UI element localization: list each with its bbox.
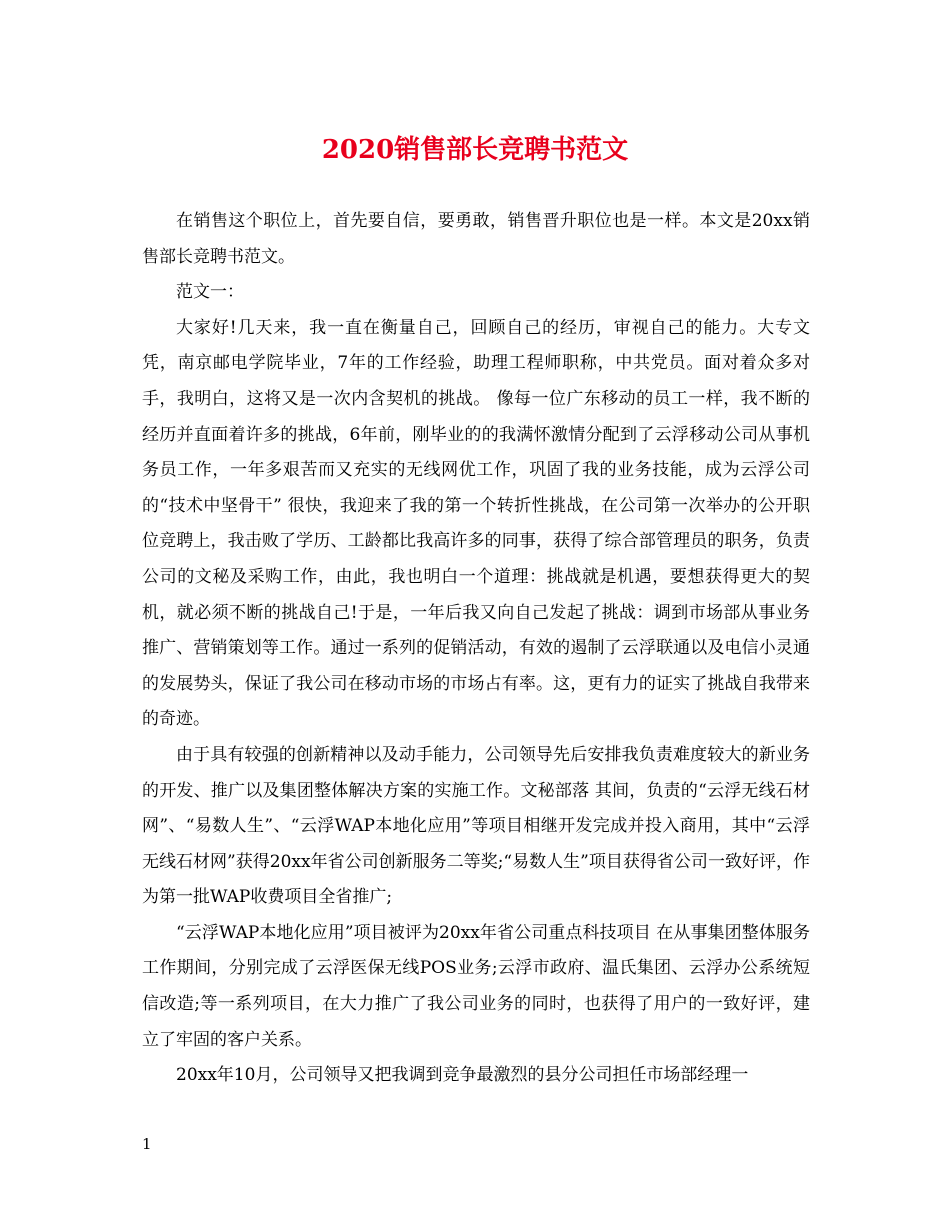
paragraph-experience: 大家好!几天来，我一直在衡量自己，回顾自己的经历，审视自己的能力。大专文凭，南京邮电学院毕业，7年的工作经验，助理工程师职称，中共党员。面对着众多对手，我明白，这将又是一次内含契机的挑战。 像每一位广东移动的员工一样，我不断的经历并直面着许多的挑战，6年前，刚毕业的的我满怀激情分配到了云浮移动公司从事机务员工作，一年多艰苦而又充实的无线网优工作，巩固了我的业务技能，成为云浮公司的“技术中坚骨干” 很快，我迎来了我的第一个转折性挑战，在公司第一次举办的公开职位竞聘上，我击败了学历、工龄都比我高许多的同事，获得了综合部管理员的职务，负责公司的文秘及采购工作，由此，我也明白一个道理：挑战就是机遇，要想获得更大的契机，就必须不断的挑战自己!于是，一年后我又向自己发起了挑战：调到市场部从事业务推广、营销策划等工作。通过一系列的促销活动，有效的遏制了云浮联通以及电信小灵通的发展势头，保证了我公司在移动市场的市场占有率。这，更有力的证实了挑战自我带来的奇迹。	[142, 317, 810, 730]
paragraph-intro: 在销售这个职位上，首先要自信，要勇敢，销售晋升职位也是一样。本文是20xx销售部长竞聘书范文。	[142, 211, 810, 267]
paragraph-achievements: “云浮WAP本地化应用”项目被评为20xx年省公司重点科技项目 在从事集团整体服务工作期间，分别完成了云浮医保无线POS业务;云浮市政府、温氏集团、云浮办公系统短信改造;等一系列项目，在大力推广了我公司业务的同时，也获得了用户的一致好评，建立了牢固的客户关系。	[142, 922, 810, 1050]
page-title: 2020销售部长竞聘书范文	[321, 135, 629, 165]
paragraph-sample-heading: 范文一：	[176, 282, 244, 303]
paragraph-transfer: 20xx年10月，公司领导又把我调到竞争最激烈的县分公司担任市场部经理一	[176, 1065, 749, 1086]
paragraph-projects: 由于具有较强的创新精神以及动手能力，公司领导先后安排我负责难度较大的新业务的开发、推广以及集团整体解决方案的实施工作。文秘部落 其间，负责的“云浮无线石材网”、“易数人生”、“云浮WAP本地化应用”等项目相继开发完成并投入商用，其中“云浮无线石材网”获得20xx年省公司创新服务二等奖;“易数人生”项目获得省公司一致好评，作为第一批WAP收费项目全省推广;	[142, 744, 810, 908]
document-body	[142, 204, 810, 1094]
page-number: 1	[142, 1135, 152, 1153]
